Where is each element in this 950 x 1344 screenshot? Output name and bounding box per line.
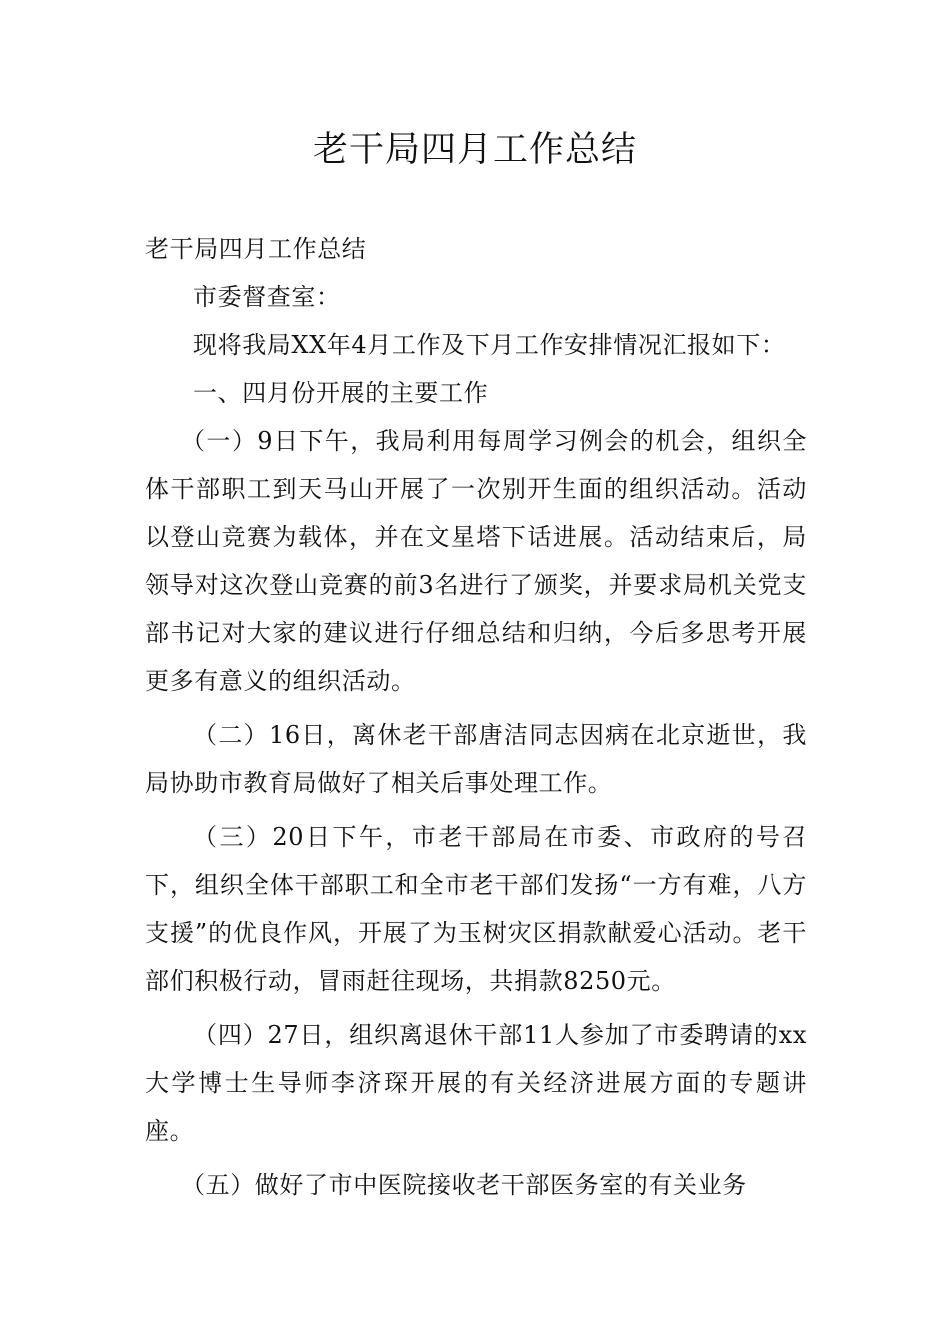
section-heading-1: 一、四月份开展的主要工作 xyxy=(193,379,489,407)
document-title: 老干局四月工作总结 xyxy=(312,130,637,170)
body-heading: 老干局四月工作总结 xyxy=(145,235,367,263)
document-body xyxy=(145,225,807,1209)
item-paragraph-4: （四）27日，组织离退休干部11人参加了市委聘请的xx大学博士生导师李济琛开展的有关经济进展方面的专题讲座。 xyxy=(145,1021,807,1145)
intro-paragraph: 现将我局XX年4月工作及下月工作安排情况汇报如下： xyxy=(193,331,786,359)
salutation: 市委督查室： xyxy=(193,283,341,311)
item-paragraph-5: （五）做好了市中医院接收老干部医务室的有关业务 xyxy=(181,1171,747,1199)
item-paragraph-3: （三）20日下午，市老干部局在市委、市政府的号召下，组织全体干部职工和全市老干部们发扬“一方有难，八方支援”的优良作风，开展了为玉树灾区捐款献爱心活动。老干部们积极行动，冒雨赶往现场，共捐款8250元。 xyxy=(145,823,807,995)
item-paragraph-2: （二）16日，离休老干部唐洁同志因病在北京逝世，我局协助市教育局做好了相关后事处理工作。 xyxy=(145,721,807,797)
item-paragraph-1: （一）9日下午，我局利用每周学习例会的机会，组织全体干部职工到天马山开展了一次别开生面的组织活动。活动以登山竞赛为载体，并在文星塔下话进展。活动结束后，局领导对这次登山竞赛的前3名进行了颁奖，并要求局机关党支部书记对大家的建议进行仔细总结和归纳，今后多思考开展更多有意义的组织活动。 xyxy=(145,427,807,695)
